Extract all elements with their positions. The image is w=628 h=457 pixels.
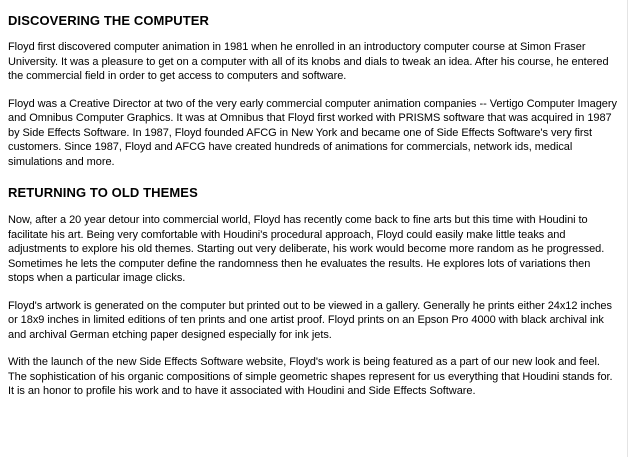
paragraph-returning-2: Floyd's artwork is generated on the computer but printed out to be viewed in a gallery. Generally he prints either 24x12 inches or 18x9 inches in limited editions of ten prints and one artist proof. Floyd prints on an Epson Pro 4000 with black archival ink and archival German etching paper designed especially for ink jets. <box>8 299 612 341</box>
paragraph-returning-1: Now, after a 20 year detour into commercial world, Floyd has recently come back to fine arts but this time with Houdini to facilitate his art. Being very comfortable with Houdini's procedural approach, Floyd could easily make little teaks and adjustments to explore his old themes. Starting out very deliberate, his work would become more random as he progressed. Sometimes he lets the computer define the randomness then he evaluates the results. He explores lots of variations then stops when a particular image clicks. <box>8 214 605 284</box>
paragraph-discovering-1: Floyd first discovered computer animation in 1981 when he enrolled in an introductory computer course at Simon Fraser University. It was a pleasure to get on a computer with all of its knobs and dials to tweak an idea. After his course, he entered the commercial field in order to get access to computers and software. <box>8 41 609 82</box>
section-heading-discovering: DISCOVERING THE COMPUTER <box>8 13 210 28</box>
paragraph-returning-3: With the launch of the new Side Effects Software website, Floyd's work is being featured as a part of our new look and feel. The sophistication of his organic compositions of simple geometric shapes represent for us everything that Houdini stands for. It is an honor to profile his work and to have it associated with Houdini and Side Effects Software. <box>8 356 613 397</box>
section-heading-returning: RETURNING TO OLD THEMES <box>8 185 198 200</box>
paragraph-discovering-2: Floyd was a Creative Director at two of the very early commercial computer animation companies -- Vertigo Computer Imagery and Omnibus Computer Graphics. It was at Omnibus that Floyd first worked with PRISMS software that was acquired in 1987 by Side Effects Software. In 1987, Floyd founded AFCG in New York and became one of Side Effects Software's very first customers. Since 1987, Floyd and AFCG have created hundreds of animations for commercials, network ids, medical simulations and more. <box>8 97 617 168</box>
